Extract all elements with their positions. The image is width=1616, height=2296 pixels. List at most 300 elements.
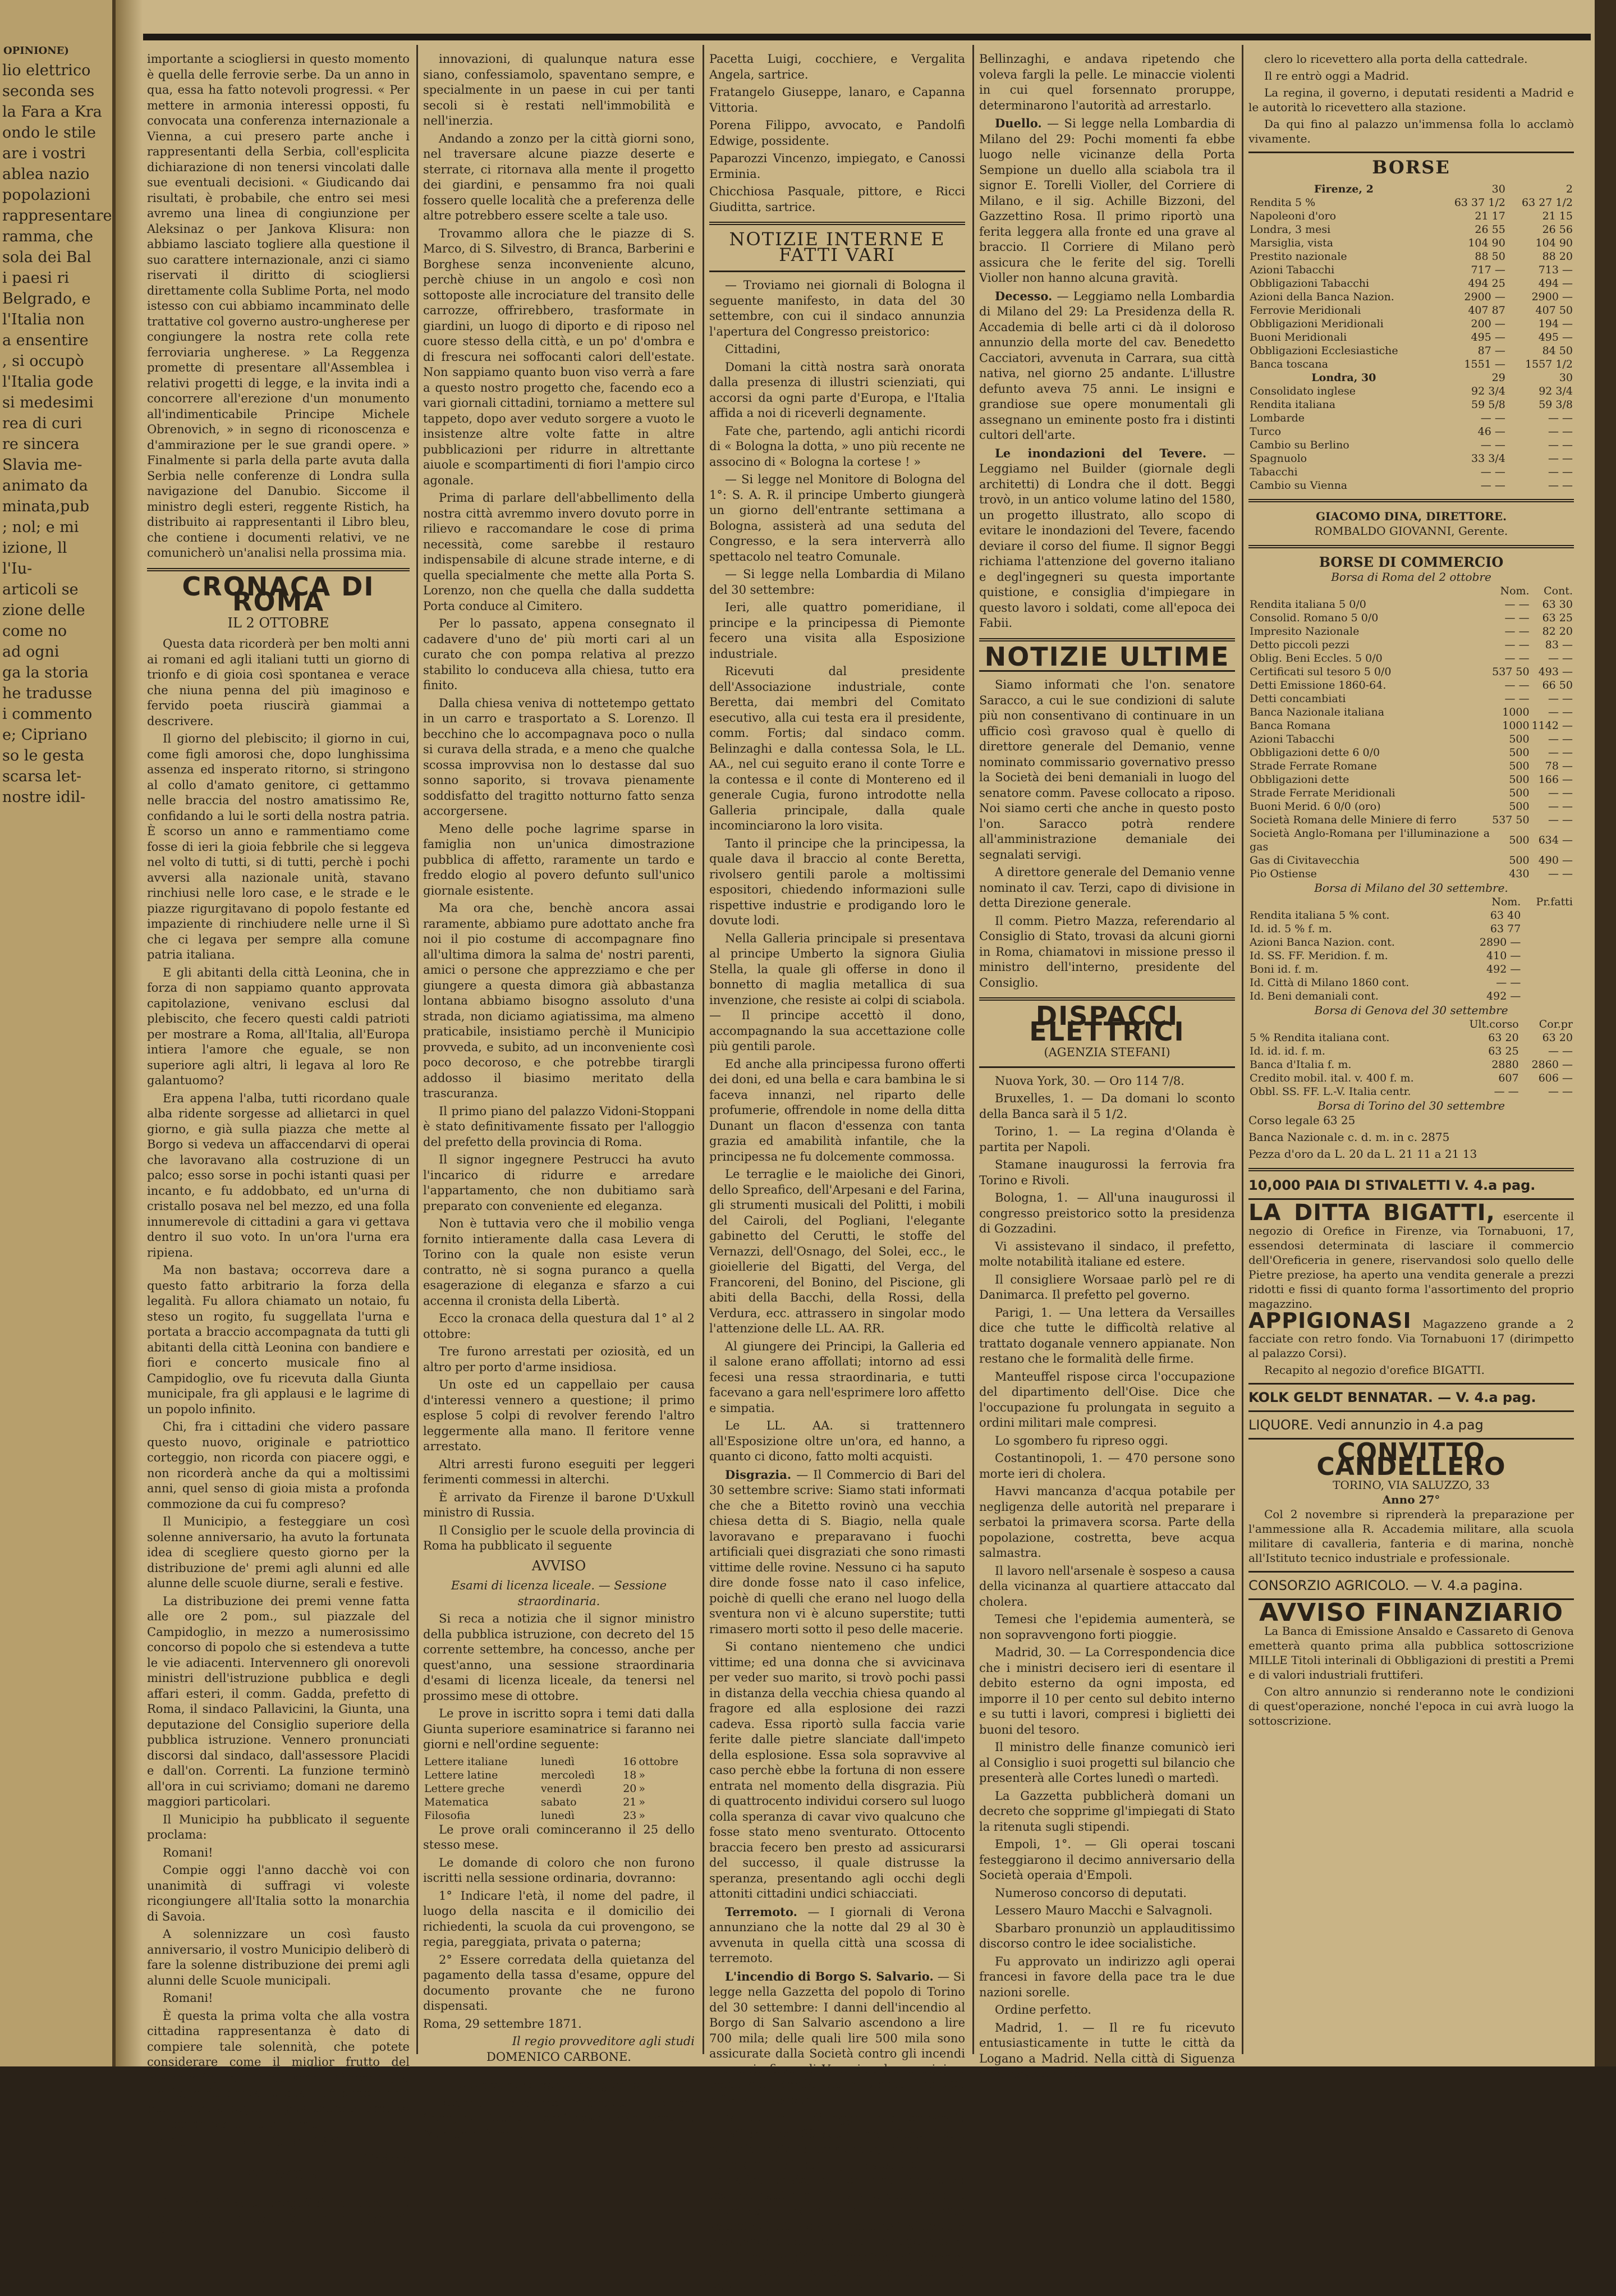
security-name: Id. SS. FF. Meridion. f. m. xyxy=(1250,950,1388,962)
dispatch-item: Bologna, 1. — All'una inaugurossi il congresso preistorico sotto la presidenza di Gozzadini. xyxy=(979,1191,1235,1235)
prev-page-line: i commento xyxy=(2,705,93,723)
paragraph: Ricevuti dal presidente dell'Associazione industriale, conte Beretta, dai membri del Comitato esecutivo, alla cui testa era il presidente, comm. Fortis; dal sindaco comm. Belinzaghi e dalla contessa Sola, le LL. AA., nel cui seguito erano il conte Torre e la contessa e il conte di Montereno ed il generale Cugia, furono introdotte nella Galleria principale, dalla quale incominciarono la loro visita. xyxy=(709,664,965,832)
price: 2890 — xyxy=(1479,936,1521,948)
exam-day: lunedì xyxy=(540,1755,575,1768)
table-row xyxy=(423,1768,695,1782)
gerente: ROMBALDO GIOVANNI, Gerente. xyxy=(1314,524,1508,538)
dispatch-item: Havvi mancanza d'acqua potabile per negligenza delle autorità nel preparare i serbatoi la primavera scorsa. Parte della popolazione, costretta, beve acqua salmastra. xyxy=(979,1484,1235,1560)
signature-title: Il regio provveditore agli studi xyxy=(512,2034,695,2048)
dispatch-item: Numeroso concorso di deputati. xyxy=(995,1886,1187,1900)
price: 63 30 xyxy=(1542,598,1573,611)
paragraph: Da qui fino al palazzo un'immensa folla lo acclamò vivamente. xyxy=(1248,117,1574,145)
price: 500 xyxy=(1509,760,1530,772)
dispatch-item: Costantinopoli, 1. — 470 persone sono morte ieri di cholera. xyxy=(979,1451,1235,1481)
price: — — xyxy=(1548,814,1573,826)
table-row xyxy=(1248,223,1574,236)
table-row xyxy=(1248,358,1574,371)
dispatch-item: Empoli, 1°. — Gli operai toscani festeggiarono il decimo anniversario della Società operaia d'Empoli. xyxy=(979,1837,1235,1882)
duello-text: — Si legge nella Lombardia di Milano del 29: Pochi momenti fa ebbe luogo nelle vicinanze della Porta Sempione un duello alla sciabola tra il signor E. Torelli Violler, del Corriere di Milano, e il sig. Achille Bizzoni, del Gazzettino Rosa. Il primo riportò una ferita leggera alla fronte ed una grave al braccio. Il Corriere di Milano però assicura che le ferite del sig. Torelli Violler non hanno alcuna gravità. xyxy=(979,117,1235,285)
decesso-text: — Leggiamo nella Lombardia di Milano del 29: La Presidenza della R. Accademia di belle arti ci dà il doloroso annunzio della morte del cav. Benedetto Cacciatori, avvenuta in Carrara, sua città nativa, nel giorno 25 andante. L'illustre defunto aveva 75 anni. Le insigni e grandiose sue opere monumentali gli assegnano un eminente posto fra i distinti cultori dell'arte. xyxy=(979,289,1235,442)
prev-page-line: popolazioni xyxy=(2,186,90,204)
security-name: Buoni Merid. 6 0/0 (oro) xyxy=(1250,800,1381,813)
section-heading-notizie-ultime: NOTIZIE ULTIME xyxy=(984,641,1230,672)
price: 59 5/8 xyxy=(1471,398,1505,411)
prev-page-line: l'Iu- xyxy=(2,560,33,578)
matrimoni-list: Reanda Alessandro, impiegato, e Boldri Sofia, possidente. Fornincasa Paolo, sarto, e Menichini Emilia. xyxy=(423,2096,695,2141)
security-name: Londra, 3 mesi xyxy=(1250,223,1331,236)
security-name: Cambio su Berlino xyxy=(1250,439,1349,451)
security-name: Azioni Tabacchi xyxy=(1250,264,1335,276)
table-row xyxy=(1248,438,1574,452)
paragraph: Ed anche alla principessa furono offerti dei doni, ed una bella e cara bambina le si faceva innanzi, nel riparto delle profumerie, offrendole in nome della ditta Dunant un flacon d'essenza con tanta grazia ed amabilità infantile, che la principessa ne fu dolcemente commossa. xyxy=(709,1057,965,1163)
minaccia-text: — Si legge nella Lombardia di Milano del 30 settembre: Certo Lu..., guardia daziaria pensionato, si era fitto in capo che il sindaco gli dovesse conferire un altro posto; e con una insistenza insopportabile, gli stava alle calcagne e lo premeva colle sue indiscrete sollecitazioni. Avea un bel fare il sindaco a persuaderlo che non avea impiego a dare a chi godeva già una pensione di riforma: era tutto fiato sprecato. Ieri il Lu... si piantava sulla porta del comm. xyxy=(709,2111,965,2295)
borsa-place: Londra, 30 xyxy=(1311,372,1376,384)
column-2 xyxy=(423,52,695,2141)
paragraph: Le prove orali cominceranno il 25 dello stesso mese. xyxy=(423,1822,695,1852)
security-name: Obbligazioni Meridionali xyxy=(1250,318,1384,330)
paragraph: Il re entrò oggi a Madrid. xyxy=(1264,69,1410,83)
table-row xyxy=(1248,1071,1574,1085)
decesso-heading: Decesso. xyxy=(995,288,1053,303)
dispatch-item: Torino, 1. — La regina d'Olanda è partita per Napoli. xyxy=(979,1125,1235,1154)
binding-gutter xyxy=(116,0,143,2066)
prev-page-line: seconda ses xyxy=(2,83,95,100)
price: 410 — xyxy=(1486,950,1521,962)
col-header: 2 xyxy=(1566,183,1573,195)
table-row xyxy=(1248,304,1574,317)
price: 194 — xyxy=(1538,318,1573,330)
paragraph: 1° Indicare l'età, il nome del padre, il luogo della nascita e il domicilio dei richiedenti, la scuola da cui provengono, se regia, pareggiata, privata o paterna; xyxy=(423,1889,695,1949)
prev-page-line: zione delle xyxy=(2,602,85,619)
price: 63 27 1/2 xyxy=(1521,196,1573,209)
table-row xyxy=(423,1782,695,1795)
table-row xyxy=(1248,949,1574,963)
security-name: Id. Beni demaniali cont. xyxy=(1250,990,1379,1002)
security-name: Obbligazioni dette 6 0/0 xyxy=(1250,746,1380,759)
table-row xyxy=(1248,922,1574,936)
table-row xyxy=(1248,263,1574,277)
price: 634 — xyxy=(1538,834,1573,846)
col-header: 30 xyxy=(1559,372,1573,384)
col-header: 29 xyxy=(1491,372,1505,384)
column-separator xyxy=(1242,45,1243,2054)
cronaca-body xyxy=(147,636,410,1843)
table-row xyxy=(1248,398,1574,411)
ad-avviso-text-2: Con altro annunzio si renderanno note le condizioni di quest'operazione, nonché l'epoca in cui avrà luogo la sottoscrizione. xyxy=(1248,1685,1574,1727)
dispatch-item: Sbarbaro pronunziò un applauditissimo discorso contro le idee socialistiche. xyxy=(979,1921,1235,1950)
proclamation xyxy=(147,1845,410,2132)
price: — — xyxy=(1548,800,1573,813)
price: — — xyxy=(1548,412,1573,424)
borsa-firenze-table xyxy=(1248,182,1574,492)
paragraph: Il comm. Pietro Mazza, referendario al Consiglio di Stato, trovasi da alcuni giorni in Roma, chiamatovi in missione presso il ministro dell'interno, presidente del Consiglio. xyxy=(979,914,1235,989)
prev-page-lines xyxy=(0,60,112,808)
security-name: Turco xyxy=(1250,425,1282,438)
price: — — xyxy=(1480,479,1505,492)
table-row xyxy=(1248,465,1574,479)
prev-page-line: are i vostri xyxy=(2,145,86,162)
page-edge xyxy=(1595,0,1616,2066)
divider xyxy=(1248,1168,1574,1171)
dispatch-item: Madrid, 1. — Il re fu ricevuto entusiasticamente in tutte le città da Logano a Madrid. Nella città di Siguenza il vescovo e tutto il xyxy=(979,2020,1235,2080)
price: 606 — xyxy=(1538,1072,1573,1084)
price: 88 20 xyxy=(1542,250,1573,263)
security-name: Credito mobil. ital. v. 400 f. m. xyxy=(1250,1072,1414,1084)
security-name: Detti concambiati xyxy=(1250,693,1346,705)
price: 63 25 xyxy=(1542,612,1573,624)
security-name: Id. id. id. f. m. xyxy=(1250,1045,1325,1057)
exam-m: » xyxy=(639,1795,645,1808)
dispatch-item: Fu approvato un indirizzo agli operai francesi in favore della pace tra le due nazioni sorelle. xyxy=(979,1954,1235,1999)
paragraph: Per lo passato, appena consegnato il cadavere d'uno de' più morti cari al un curato che con pompa relativa al prezzo stabilito lo conduceva alla chiesa, tutto era finito. xyxy=(423,617,695,692)
notizie-ultime-body xyxy=(979,677,1235,991)
section-heading-notizie-interne: NOTIZIE INTERNE E FATTI VARI xyxy=(729,228,945,265)
price: 500 xyxy=(1509,733,1530,745)
divider xyxy=(147,568,410,571)
price: 493 — xyxy=(1538,666,1573,678)
table-row xyxy=(1248,976,1574,989)
price: 66 50 xyxy=(1542,679,1573,691)
price: 495 — xyxy=(1471,331,1505,343)
table-row xyxy=(1248,746,1574,759)
table-row xyxy=(1248,638,1574,652)
paragraph: Andando a zonzo per la città giorni sono, nel traversare alcune piazze deserte e sterrate, ci ritornava alla mente il progetto dei giardini, e pensammo fra noi quali fossero quelle località che a preferenza delle altre potrebbero essere scelte a tale uso. xyxy=(423,131,695,222)
dispatch-item: Il lavoro nell'arsenale è sospeso a causa della vicinanza al quartiere attaccato dal cholera. xyxy=(979,1564,1235,1608)
prev-page-line: ramma, che xyxy=(2,228,93,245)
security-name: Id. id. 5 % f. m. xyxy=(1250,923,1332,935)
security-name: Pio Ostiense xyxy=(1250,868,1317,880)
security-name: Obbligazioni Ecclesiastiche xyxy=(1250,345,1398,357)
price: — — xyxy=(1548,439,1573,451)
director: GIACOMO DINA, DIRETTORE. xyxy=(1315,510,1507,523)
avviso-date: Roma, 29 settembre 1871. xyxy=(423,2017,582,2031)
table-row xyxy=(1248,936,1574,949)
prev-page-line: ondo le stile xyxy=(2,124,96,141)
exam-day: venerdì xyxy=(540,1782,582,1795)
price: — — xyxy=(1504,652,1530,664)
price: 607 xyxy=(1498,1072,1519,1084)
security-name: 5 % Rendita italiana cont. xyxy=(1250,1032,1390,1044)
notizie-interne-body xyxy=(709,278,965,1465)
security-name: Strade Ferrate Romane xyxy=(1250,760,1377,772)
matrimoni-continued xyxy=(709,52,965,215)
security-name: Banca toscana xyxy=(1250,358,1328,370)
price: 1000 xyxy=(1502,719,1530,732)
dispatch-item: Temesi che l'epidemia aumenterà, se non sopravvengono forti pioggie. xyxy=(979,1612,1235,1642)
price: — — xyxy=(1548,706,1573,718)
prev-page-header: OPINIONE) xyxy=(3,45,69,57)
borsa-torino-line: Corso legale 63 25 xyxy=(1248,1113,1356,1127)
security-name: Ferrovie Meridionali xyxy=(1250,304,1361,317)
price: — — xyxy=(1504,625,1530,638)
table-row xyxy=(1248,759,1574,773)
divider xyxy=(1248,1571,1574,1573)
inondazioni-text: — Leggiamo nel Builder (giornale degli architetti) di Londra che il dott. Beggi trovò, in un antico volume latino del 1580, un progetto illustrato, allo scopo di evitare le inondazioni del Tevere, facendo deviare il corso del fiume. Il signor Beggi richiama l'attenzione del governo italiano e degl'ingegneri su questa importante quistione, e consiglia d'impiegare in questo lavoro i soldati, come all'epoca dei Fabii. xyxy=(979,446,1235,630)
table-row xyxy=(423,1755,695,1768)
exam-day: sabato xyxy=(540,1795,577,1808)
price: — — xyxy=(1480,412,1505,424)
price: 407 50 xyxy=(1535,304,1573,317)
prev-page-line: , si occupò xyxy=(2,352,84,370)
table-row xyxy=(1248,867,1574,881)
previous-page-fragment xyxy=(0,0,116,2066)
table-row xyxy=(1248,317,1574,331)
paragraph: Al giungere dei Principi, la Galleria ed il salone erano affollati; intorno ad essi fecesi una ressa straordinaria, e tutti facevano a gara nell'esprimere loro affetto e simpatia. xyxy=(709,1339,965,1415)
table-row xyxy=(1248,989,1574,1003)
price: 63 20 xyxy=(1488,1032,1519,1044)
ad-convitto-text: Col 2 novembre si riprenderà la preparazione per l'ammessione alla R. Accademia militare, alla scuola militare di cavalleria, fanteria e di marina, nonchè all'Istituto tecnico industriale e professionale. xyxy=(1248,1507,1574,1565)
proclamation-paragraph: Romani! xyxy=(163,1991,213,2005)
ad-bigatti-title: LA DITTA BIGATTI, xyxy=(1248,1200,1495,1226)
disgrazia-text-2: Si contano nientemeno che undici vittime; ed una donna che si avvicinava per veder suo marito, si trovò pochi passi in distanza della vecchia chiesa quando al fragore ed alla esplosione dei razzi cadeva. Essa riportò sulla faccia varie ferite dalle pietre slanciate dall'impeto della esplosione. Essa sola sopravvive al caso perchè ebbe la fortuna di non essere entrata nel momento della disgrazia. Più di quattrocento individui corsero sul luogo colla speranza di cavar vivo qualcuno che fosse stato meno sventurato. Ottocento braccia fecero ben presto ad assicurarsi del successo, il quale distrusse la speranza, presentando agli occhi degli attoniti cittadini undici schiacciati. xyxy=(709,1640,965,1900)
divider xyxy=(979,638,1235,641)
table-row xyxy=(1248,236,1574,250)
sindaco-title: Il Sindaco xyxy=(350,2152,410,2166)
price: 2860 — xyxy=(1531,1058,1573,1071)
proclamation-dateline: Dal Campidoglio, 2 ottobre 1871. xyxy=(147,2134,347,2148)
ad-avviso-title: AVVISO FINANZIARIO xyxy=(1259,1598,1564,1627)
price: 21 17 xyxy=(1475,210,1505,222)
borsa-roma-table xyxy=(1248,584,1574,881)
price: 1000 xyxy=(1502,706,1530,718)
price: — — xyxy=(1548,787,1573,799)
table-row xyxy=(1248,719,1574,732)
paragraph: Il Municipio, a festeggiare un così solenne anniversario, ha avuto la fortunata idea di scegliere questo giorno per la distribuzione de' premi agli alunni ed alle alunne delle scuole diurne, serali e festive. xyxy=(147,1515,410,1590)
borse-heading: BORSE xyxy=(1372,157,1450,178)
matrimoni-heading: Matrimoni celebrati nel giorno 30. xyxy=(455,2078,663,2092)
price: 500 xyxy=(1509,834,1530,846)
avviso-heading: AVVISO xyxy=(531,1557,586,1574)
col-header: 30 xyxy=(1491,183,1505,195)
divider xyxy=(423,2070,695,2072)
price: — — xyxy=(1504,693,1530,705)
dispatch-item: Ordine perfetto. xyxy=(995,2003,1091,2017)
dispatch-item: Lessero Mauro Macchi e Salvagnoli. xyxy=(995,1904,1213,1917)
inondazioni-heading: Le inondazioni del Tevere. xyxy=(995,446,1207,460)
prev-page-line: a ensentire xyxy=(2,332,89,349)
table-row xyxy=(1248,196,1574,209)
security-name: Cambio su Vienna xyxy=(1250,479,1348,492)
divider xyxy=(1248,152,1574,153)
prev-page-line: i paesi ri xyxy=(2,269,70,287)
top-rule xyxy=(143,34,1591,40)
duello-heading: Duello. xyxy=(995,116,1042,130)
torino-date: Borsa di Torino del 30 settembre xyxy=(1317,1099,1505,1112)
price: 492 — xyxy=(1486,990,1521,1002)
price: 537 50 xyxy=(1492,814,1530,826)
paragraph: Chi, fra i cittadini che videro passare questo nuovo, originale e patriottico corteggio, non ricorda con piacere oggi, e non ricorderà anche da qui a moltissimi anni, quel senso di gioia mista a profonda commozione da cui fu compreso? xyxy=(147,1420,410,1511)
table-row xyxy=(1248,854,1574,867)
proclamation-paragraph: Romani! xyxy=(163,1845,213,1859)
price: 166 — xyxy=(1538,773,1573,786)
price: 500 xyxy=(1509,854,1530,867)
security-name: Gas di Civitavecchia xyxy=(1250,854,1360,867)
price: 92 3/4 xyxy=(1471,385,1505,397)
col-header: Cont. xyxy=(1544,585,1573,597)
milano-date: Borsa di Milano del 30 settembre. xyxy=(1314,881,1508,895)
price: 59 3/8 xyxy=(1539,398,1573,411)
table-row xyxy=(1248,250,1574,263)
ad-avviso-text: La Banca di Emissione Ansaldo e Cassareto di Genova emetterà quanto prima alla pubblica sottoscrizione MILLE Titoli interinali di Obbligazioni di prestiti a Premi e di valori industriali fruttiferi. xyxy=(1248,1624,1574,1681)
exam-day: lunedì xyxy=(540,1809,575,1822)
exam-schedule xyxy=(423,1755,695,1822)
price: 500 xyxy=(1509,787,1530,799)
price: 84 50 xyxy=(1542,345,1573,357)
table-row xyxy=(1248,290,1574,304)
price: 2880 xyxy=(1491,1058,1519,1071)
prev-page-line: articoli se xyxy=(2,581,79,598)
security-name: Consolidato inglese xyxy=(1250,385,1356,397)
prev-page-line: rea di curi xyxy=(2,415,82,432)
paragraph: Il Consiglio per le scuole della provincia di Roma ha pubblicato il seguente xyxy=(423,1523,695,1552)
security-name: Id. Città di Milano 1860 cont. xyxy=(1250,977,1410,989)
column-separator xyxy=(703,45,704,2054)
price: 21 15 xyxy=(1542,210,1573,222)
ad-convitto-address: TORINO, VIA SALUZZO, 33 xyxy=(1333,1478,1490,1492)
price: 407 87 xyxy=(1468,304,1505,317)
borsa-place: Firenze, 2 xyxy=(1314,183,1374,195)
column-2-body xyxy=(423,52,695,1554)
exam-n: 18 xyxy=(623,1768,637,1781)
avviso-text: Le prove in iscritto sopra i temi dati dalla Giunta superiore esaminatrice si faranno nei giorni e nell'ordine seguente: xyxy=(423,1707,695,1751)
dispatch-item: Stamane inaugurossi la ferrovia fra Torino e Rivoli. xyxy=(979,1158,1235,1187)
prev-page-line: sola dei Bal xyxy=(2,249,91,266)
paragraph: È arrivato da Firenze il barone D'Uxkull ministro di Russia. xyxy=(423,1490,695,1519)
price: 490 — xyxy=(1538,854,1573,867)
price: — — xyxy=(1548,466,1573,478)
paragraph: — Troviamo nei giornali di Bologna il seguente manifesto, in data del 30 settembre, con cui il sindaco annunzia l'apertura del Congresso preistorico: xyxy=(709,278,965,338)
minaccia-heading: Minaccia. xyxy=(725,2111,789,2125)
paragraph: Bellinzaghi, e andava ripetendo che voleva fargli la pelle. Le minaccie violenti in cui quel forsennato proruppe, determinarono l'autorità ad arrestarlo. xyxy=(979,52,1235,112)
table-row xyxy=(1248,732,1574,746)
exam-n: 20 xyxy=(623,1782,637,1795)
table-row xyxy=(1248,425,1574,438)
table-row xyxy=(1248,679,1574,692)
list-item: Pacetta Luigi, cocchiere, e Vergalita Angela, sartrice. xyxy=(709,52,965,81)
price: 494 — xyxy=(1538,277,1573,290)
price: 500 xyxy=(1509,800,1530,813)
price: — — xyxy=(1548,1045,1573,1057)
paragraph: Ecco la cronaca della questura dal 1° al 2 ottobre: xyxy=(423,1312,695,1341)
paragraph: La distribuzione dei premi venne fatta alle ore 2 pom., sul piazzale del Campidoglio, in mezzo a numerosissimo concorso di popolo che si estendeva a tutte le vie adiacenti. Intervennero gli onorevoli ministri dell'istruzione pubblica e degli affari esteri, il comm. Gadda, prefetto di Roma, il sindaco Pallavicini, la Giunta, una deputazione del Consiglio superiore della pubblica istruzione. Vennero pronunciati discorsi dal sindaco, dall'assessore Placidi e dall'on. Correnti. La funzione terminò all'ora in cui scriviamo; domani ne daremo maggiori particolari. xyxy=(147,1594,410,1808)
divider xyxy=(979,1066,1235,1068)
dispatch-item: Il consigliere Worsaae parlò pel re di Danimarca. Il prefetto pel governo. xyxy=(979,1272,1235,1301)
exam-m: » xyxy=(639,1768,645,1781)
price: — — xyxy=(1548,868,1573,880)
dispatch-item: Nuova York, 30. — Oro 114 7/8. xyxy=(995,1074,1185,1088)
table-row xyxy=(1248,1031,1574,1044)
borsa-genova-table xyxy=(1248,1018,1574,1098)
paragraph: Non è tuttavia vero che il mobilio venga fornito intieramente dalla casa Levera di Torino con la quale non esiste verun contratto, nè si sogna puranco a quella esagerazione di eleganza e sfarzo a cui accenna il cronista della Libertà. xyxy=(423,1217,695,1308)
col-header: Pr.fatti xyxy=(1536,896,1573,908)
paragraph: innovazioni, di qualunque natura esse siano, confessiamolo, spaventano sempre, e specialmente in un paese in cui per tanti secoli si è restati nell'immobilità e nell'inerzia. xyxy=(423,52,695,127)
table-row xyxy=(1248,786,1574,800)
security-name: Oblig. Beni Eccles. 5 0/0 xyxy=(1250,652,1383,664)
avviso-text: Si reca a notizia che il signor ministro della pubblica istruzione, con decreto del 15 corrente settembre, ha concesso, anche per quest'anno, una sessione straordinaria d'esami di licenza liceale, da tenersi nel prossimo mese di ottobre. xyxy=(423,1612,695,1703)
price: 717 — xyxy=(1471,264,1505,276)
column-5 xyxy=(1248,52,1574,2050)
paragraph: Dalla chiesa veniva di nottetempo gettato in un carro e trasportato a S. Lorenzo. Il becchino che lo accompagnava poco o nulla si curava della strada, e a meno che qualche scossa improvvisa non lo destasse dal suo sonno saporito, si trovava pienamente soddisfatto del tragitto notturno fatto senza accorgersene. xyxy=(423,696,695,818)
paragraph: Il Municipio ha pubblicato il seguente proclama: xyxy=(147,1812,410,1841)
price: — — xyxy=(1504,639,1530,651)
table-row xyxy=(1248,827,1574,854)
column-3 xyxy=(709,52,965,2295)
dispatch-item: Parigi, 1. — Una lettera da Versailles dice che tutte le difficoltà relative al trattato doganale vennero appianate. Non restano che le formalità delle firme. xyxy=(979,1305,1235,1365)
list-item: Paparozzi Vincenzo, impiegato, e Canossi Erminia. xyxy=(709,152,965,181)
security-name: Obbligazioni dette xyxy=(1250,773,1349,786)
section-heading-cronaca: CRONACA DI ROMA xyxy=(182,571,375,617)
prev-page-line: minata,pub xyxy=(2,498,90,515)
exam-subj: Lettere greche xyxy=(424,1782,505,1795)
price: — — xyxy=(1480,466,1505,478)
security-name: Rendita 5 % xyxy=(1250,196,1316,209)
security-name: Certificati sul tesoro 5 0/0 xyxy=(1250,666,1392,678)
paragraph: Meno delle poche lagrime sparse in famiglia non un'unica dimostrazione pubblica di affetto, raramente un tardo e freddo elogio al povero defunto sull'unico giornale esistente. xyxy=(423,822,695,897)
paragraph: Ma ora che, benchè ancora assai raramente, abbiamo pure adottato anche fra noi il pio costume di accompagnare fino all'ultima dimora la salma de' nostri parenti, amici o persone che apprezziamo e che per giungere a questa dimora già abbastanza lontana abbiamo bisogno assoluto d'una strada, non diciamo agiatissima, ma almeno praticabile, insistiamo perchè il Municipio provveda, e subito, ad un inconveniente così poco decoroso, e che potrebbe tirargli addosso il biasimo meritato della trascuranza. xyxy=(423,901,695,1100)
security-name: Impresito Nazionale xyxy=(1250,625,1360,638)
signature-name: DOMENICO CARBONE. xyxy=(486,2050,631,2064)
ad-appigionasi-text: Magazzeno grande a 2 facciate con retro fondo. Via Tornabuoni 17 (dirimpetto al palazzo Corsi). xyxy=(1248,1317,1574,1360)
col-header: Cor.pr xyxy=(1539,1018,1573,1030)
security-name: Azioni Banca Nazion. cont. xyxy=(1250,936,1395,948)
security-name: Strade Ferrate Meridionali xyxy=(1250,787,1395,799)
table-row xyxy=(1248,384,1574,398)
table-row xyxy=(1248,909,1574,922)
price: — — xyxy=(1548,746,1573,759)
dispatch-item: Manteuffel rispose circa l'occupazione del dipartimento dell'Oise. Dice che l'occupazione fu prolungata in seguito a ordini militari male compresi. xyxy=(979,1369,1235,1429)
security-name: Azioni Tabacchi xyxy=(1250,733,1335,745)
price: 78 — xyxy=(1545,760,1573,772)
ad-kolk: KOLK GELDT BENNATAR. — V. 4.a pag. xyxy=(1248,1390,1536,1405)
paragraph: Nella Galleria principale si presentava al principe Umberto la signora Giulia Stella, la quale gli offerse in dono il bonnetto di maglia metallica di sua invenzione, che resiste ai colpi di sciabola. — Il principe accettò il dono, accompagnando la sua accettazione colle più gentili parole. xyxy=(709,931,965,1053)
paragraph: Ieri, alle quattro pomeridiane, il principe e la principessa di Piemonte fecero una visita alla Esposizione industriale. xyxy=(709,601,965,661)
madrid-continued xyxy=(1248,52,1574,146)
security-name: Spagnuolo xyxy=(1250,452,1307,465)
price: 1142 — xyxy=(1531,719,1573,732)
price: 1557 1/2 xyxy=(1525,358,1573,370)
prev-page-line: he tradusse xyxy=(2,685,93,702)
security-name: Boni id. f. m. xyxy=(1250,963,1319,975)
borsa-torino-line: Banca Nazionale c. d. m. in c. 2875 xyxy=(1248,1130,1450,1144)
prev-page-line: rappresentare xyxy=(2,207,112,224)
exam-subj: Lettere italiane xyxy=(424,1755,508,1768)
paragraph: Un oste ed un cappellaio per causa d'interessi vennero a questione; il primo esplose 5 colpi di revolver ferendo l'altro leggermente alla mano. Il feritore venne arrestato. xyxy=(423,1378,695,1453)
price: 495 — xyxy=(1538,331,1573,343)
price: — — xyxy=(1504,612,1530,624)
price: 2900 — xyxy=(1464,291,1505,303)
prev-page-line: ad ogni xyxy=(2,643,59,661)
price: 713 — xyxy=(1538,264,1573,276)
ad-stivaletti: 10,000 PAIA DI STIVALETTI V. 4.a pag. xyxy=(1248,1177,1536,1193)
security-name: Banca Nazionale italiana xyxy=(1250,706,1385,718)
terremoto-text: — I giornali di Verona annunziano che la notte dal 29 al 30 è avvenuta in quella città una scossa di terremoto. xyxy=(709,1905,965,1965)
price: 63 37 1/2 xyxy=(1454,196,1505,209)
price: 104 90 xyxy=(1535,237,1573,249)
ad-convitto-year: Anno 27° xyxy=(1382,1493,1440,1506)
prev-page-line: Belgrado, e xyxy=(2,290,91,308)
terremoto-heading: Terremoto. xyxy=(725,1904,797,1919)
paragraph: Cittadini, xyxy=(725,342,781,356)
price: 63 20 xyxy=(1542,1032,1573,1044)
prev-page-line: l'Italia gode xyxy=(2,373,94,391)
avviso-subject: Esami di licenza liceale. — Sessione straordinaria. xyxy=(451,1579,667,1608)
paragraph: Le domande di coloro che non furono iscritti nella sessione ordinaria, dovranno: xyxy=(423,1855,695,1885)
agency-label: (AGENZIA STEFANI) xyxy=(1044,1046,1170,1059)
price: 83 — xyxy=(1545,639,1573,651)
table-row xyxy=(1248,652,1574,665)
table-row xyxy=(1248,598,1574,611)
table-row xyxy=(1248,813,1574,827)
